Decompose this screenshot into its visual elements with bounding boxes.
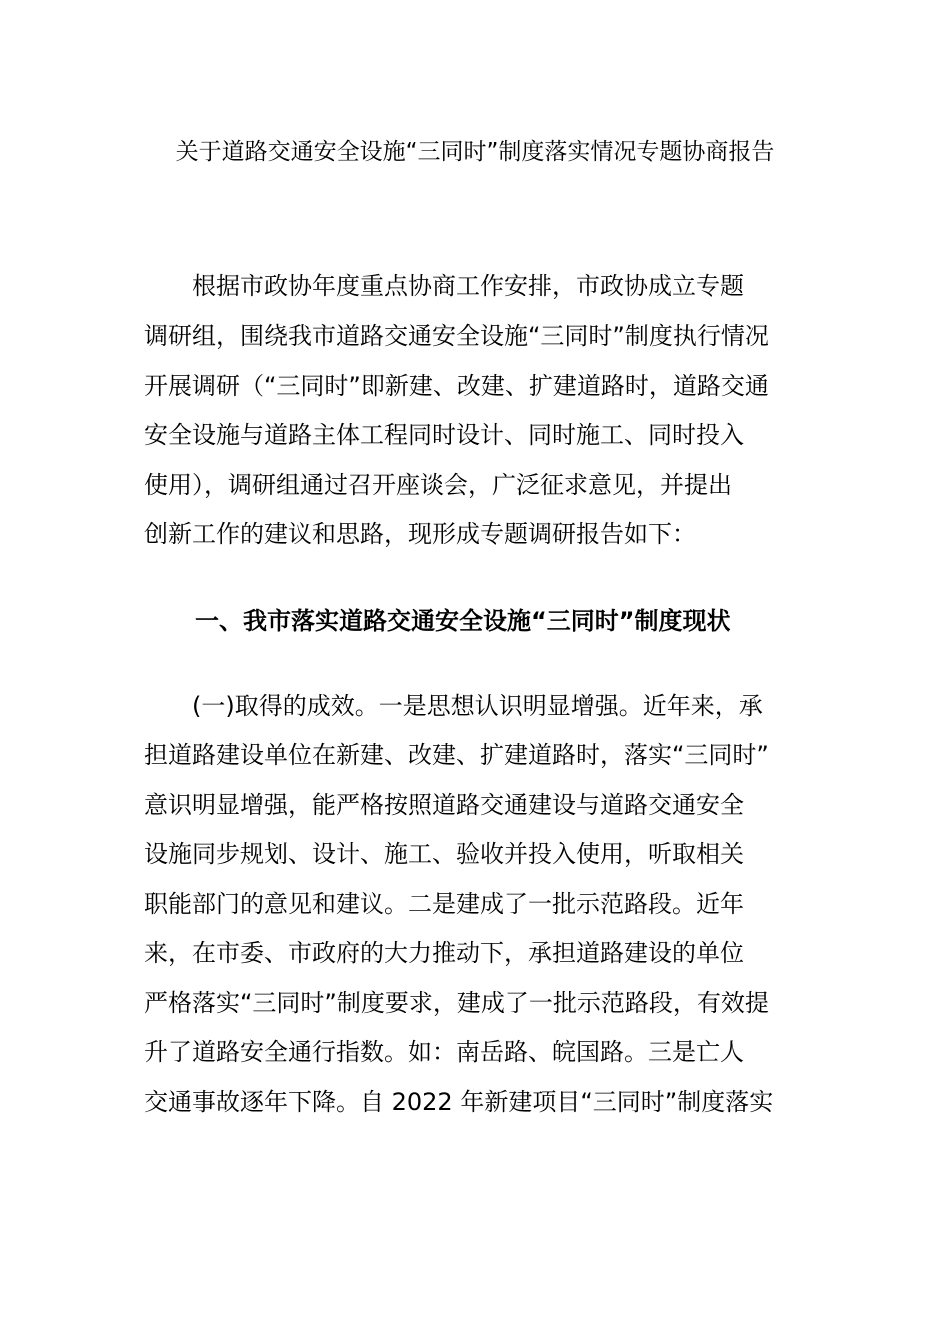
paragraph-line: 交通事故逐年下降。自 2022 年新建项目“三同时”制度落实 [144,1088,774,1116]
paragraph-line: 设施同步规划、设计、施工、验收并投入使用，听取相关 [144,840,744,868]
paragraph-line: 开展调研（“三同时”即新建、改建、扩建道路时，道路交通 [144,372,769,400]
paragraph-line: 使用），调研组通过召开座谈会，广泛征求意见，并提出 [144,471,732,499]
paragraph-line: 来，在市委、市政府的大力推动下，承担道路建设的单位 [144,939,744,967]
paragraph-line: 安全设施与道路主体工程同时设计、同时施工、同时投入 [144,421,744,449]
paragraph-line: 创新工作的建议和思路，现形成专题调研报告如下： [144,520,696,548]
paragraph-line: 调研组，围绕我市道路交通安全设施“三同时”制度执行情况 [144,322,769,350]
paragraph-line: (一)取得的成效。一是思想认识明显增强。近年来，承 [144,692,763,720]
paragraph-line: 意识明显增强，能严格按照道路交通建设与道路交通安全 [144,791,744,819]
paragraph-line: 职能部门的意见和建议。二是建成了一批示范路段。近年 [144,890,744,918]
paragraph-line: 严格落实“三同时”制度要求，建成了一批示范路段，有效提 [144,989,769,1017]
paragraph-line: 担道路建设单位在新建、改建、扩建道路时，落实“三同时” [144,741,769,769]
document-title: 关于道路交通安全设施“三同时”制度落实情况专题协商报告 [175,139,775,165]
section-heading: 一、我市落实道路交通安全设施“三同时”制度现状 [195,607,731,635]
paragraph-line: 根据市政协年度重点协商工作安排，市政协成立专题 [144,272,744,300]
paragraph-line: 升了道路安全通行指数。如：南岳路、皖国路。三是亡人 [144,1038,744,1066]
